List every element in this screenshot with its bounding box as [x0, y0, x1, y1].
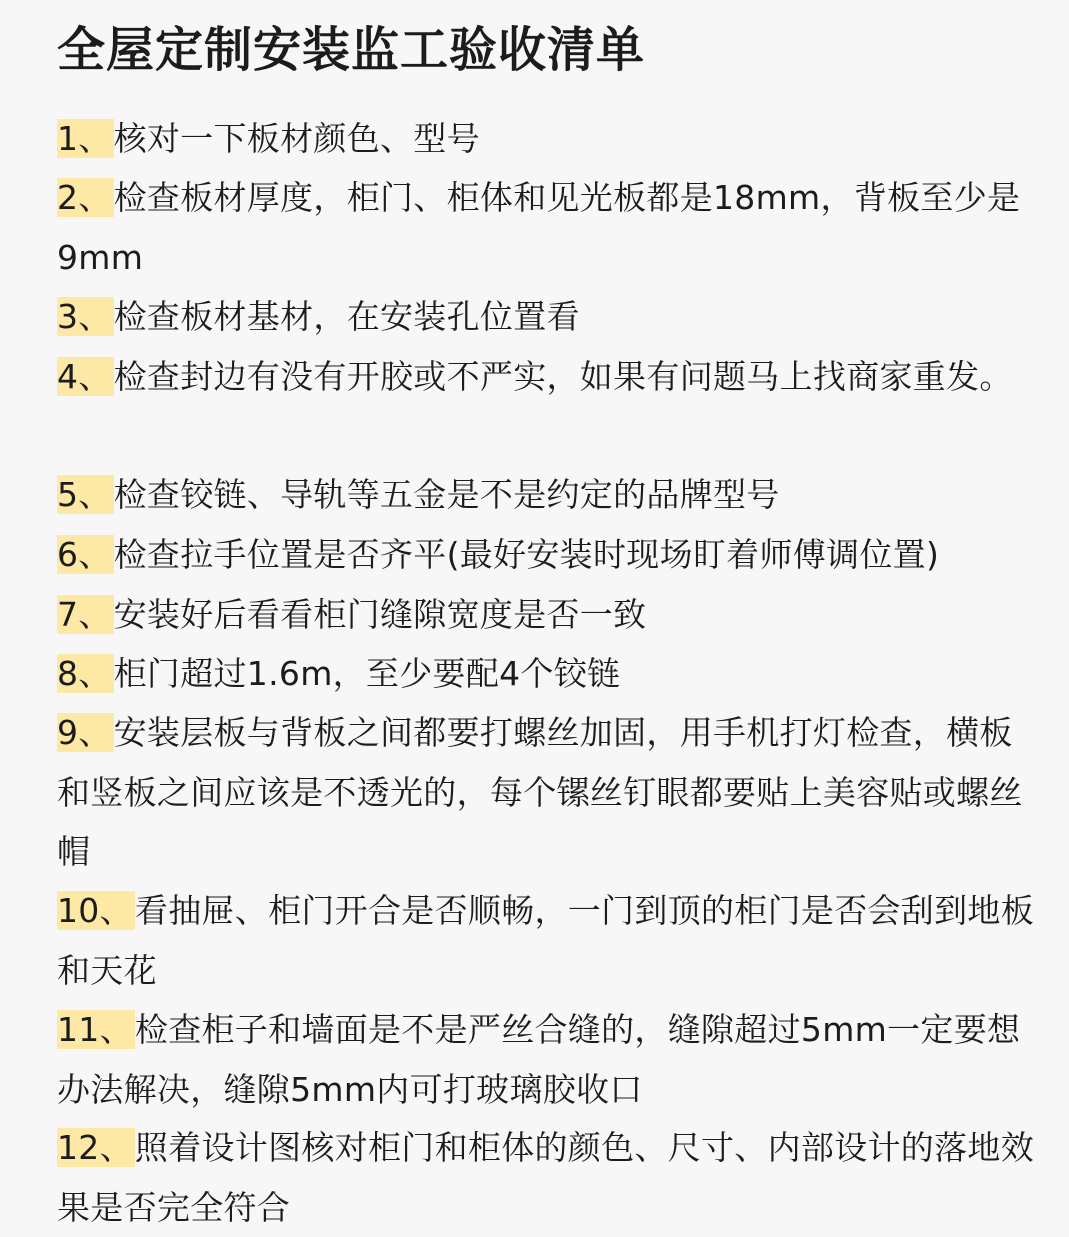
item-text: 柜门超过1.6m，至少要配4个铰链: [113, 654, 621, 693]
page-title: 全屋定制安装监工验收清单: [57, 22, 646, 78]
item-number: 3、: [57, 297, 112, 336]
list-item: [57, 347, 1037, 407]
list-item: [57, 1118, 1037, 1237]
item-text: 检查封边有没有开胶或不严实，如果有问题马上找商家重发。: [113, 357, 1013, 396]
list-item: [57, 168, 1037, 287]
item-text: 照着设计图核对柜门和柜体的颜色、尺寸、内部设计的落地效果是否完全符合: [57, 1128, 1035, 1227]
item-number: 2、: [57, 178, 112, 217]
item-number: 12、: [57, 1128, 133, 1167]
item-number: 11、: [57, 1010, 133, 1049]
item-text: 检查柜子和墙面是不是严丝合缝的，缝隙超过5mm一定要想办法解决，缝隙5mm内可打玻璃胶收口: [57, 1010, 1021, 1109]
list-item: [57, 109, 1037, 169]
item-number: 9、: [57, 713, 112, 752]
item-number: 6、: [57, 535, 112, 574]
list-item: [57, 525, 1037, 585]
item-number: 5、: [57, 475, 112, 514]
list-item: [57, 703, 1037, 882]
item-text: 检查拉手位置是否齐平(最好安装时现场盯着师傅调位置): [113, 535, 940, 574]
item-text: 安装层板与背板之间都要打螺丝加固，用手机打灯检查，横板和竖板之间应该是不透光的，每个镙丝钉眼都要贴上美容贴或螺丝帽: [57, 713, 1023, 871]
item-text: 检查铰链、导轨等五金是不是约定的品牌型号: [113, 475, 780, 514]
list-item: [57, 465, 1037, 525]
item-number: 8、: [57, 654, 112, 693]
item-number: 4、: [57, 357, 112, 396]
item-text: 看抽屉、柜门开合是否顺畅，一门到顶的柜门是否会刮到地板和天花: [57, 891, 1035, 990]
list-item: [57, 1000, 1037, 1119]
item-number: 1、: [57, 119, 112, 158]
item-text: 检查板材厚度，柜门、柜体和见光板都是18mm，背板至少是9mm: [57, 178, 1021, 277]
item-text: 核对一下板材颜色、型号: [113, 119, 480, 158]
list-item: [57, 585, 1037, 645]
list-item: [57, 881, 1037, 1000]
list-item: [57, 644, 1037, 704]
item-number: 7、: [57, 595, 112, 634]
item-text: 检查板材基材，在安装孔位置看: [113, 297, 580, 336]
item-text: 安装好后看看柜门缝隙宽度是否一致: [113, 595, 647, 634]
list-item: [57, 287, 1037, 347]
item-number: 10、: [57, 891, 133, 930]
